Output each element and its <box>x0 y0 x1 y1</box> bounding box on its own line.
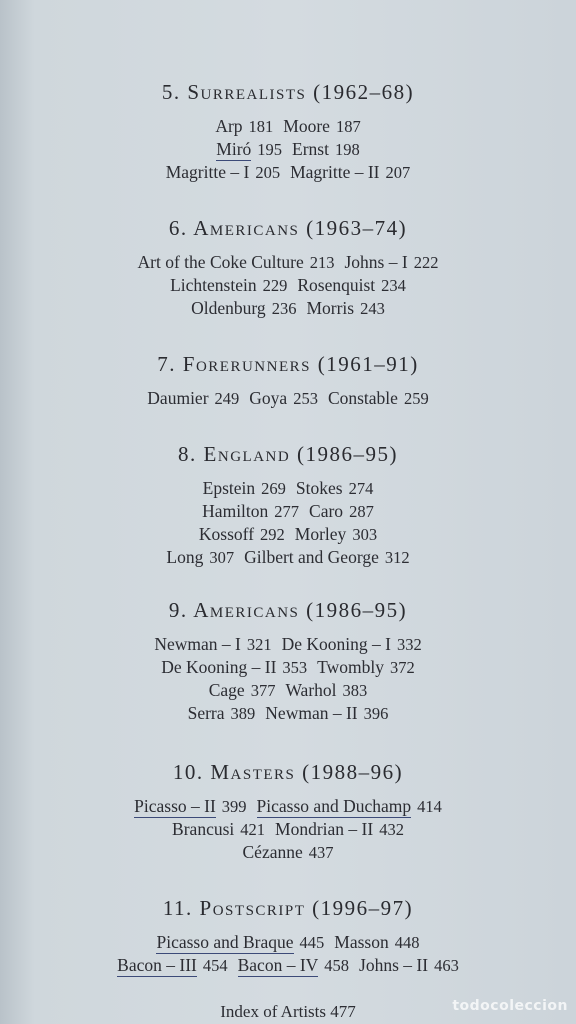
artist-entry <box>290 161 410 184</box>
artist-name: Rosenquist <box>297 275 376 295</box>
artist-name: Stokes <box>295 478 343 498</box>
artist-name: Picasso – II <box>134 796 216 816</box>
contents-line <box>0 274 576 297</box>
contents-line <box>0 297 576 320</box>
artist-entry <box>297 274 406 297</box>
artist-entry <box>147 387 239 410</box>
artist-entry <box>161 656 307 679</box>
artist-entry <box>317 656 415 679</box>
page-number: 249 <box>214 389 240 408</box>
page-number: 181 <box>248 117 274 136</box>
artist-entry <box>249 387 318 410</box>
artist-entry <box>275 818 404 841</box>
artist-entry <box>328 387 429 410</box>
page-number: 321 <box>246 635 272 654</box>
artist-name: Hamilton <box>202 501 269 521</box>
page-number: 236 <box>271 299 297 318</box>
artist-name: Oldenburg <box>191 298 266 318</box>
artist-entry <box>216 138 282 161</box>
artist-entry <box>345 251 439 274</box>
artist-entry <box>238 954 349 977</box>
artist-entry <box>209 679 276 702</box>
contents-line <box>0 656 576 679</box>
page-number: 312 <box>384 548 410 567</box>
artist-name: Long <box>166 547 204 567</box>
contents-line <box>0 818 576 841</box>
page-number: 399 <box>221 797 247 816</box>
watermark: todocoleccion <box>452 998 568 1014</box>
artist-name: Picasso and Braque <box>156 932 294 952</box>
contents-section <box>0 760 576 864</box>
artist-name: Kossoff <box>198 524 255 544</box>
artist-name: Newman – II <box>265 703 358 723</box>
artist-name: Gilbert and George <box>244 547 379 567</box>
contents-section <box>0 896 576 977</box>
contents-line <box>0 954 576 977</box>
artist-name: Mondrian – II <box>275 819 374 839</box>
contents-line <box>0 841 576 864</box>
page-number: 287 <box>349 502 374 521</box>
artist-entry <box>283 115 360 138</box>
artist-name: De Kooning – II <box>161 657 277 677</box>
page-number: 277 <box>274 502 300 521</box>
page-number: 259 <box>403 389 429 408</box>
index-of-artists-entry: Index of Artists 477 <box>220 1002 356 1021</box>
artist-entry <box>306 297 384 320</box>
section-heading: 7. Forerunners (1961–91) <box>157 352 419 376</box>
contents-line <box>0 795 576 818</box>
page-number: 187 <box>335 117 361 136</box>
page-number: 448 <box>394 933 420 952</box>
page-number: 445 <box>299 933 325 952</box>
page-number: 458 <box>324 956 350 975</box>
artist-entry <box>188 702 256 725</box>
artist-entry <box>172 818 265 841</box>
page-number: 353 <box>282 658 308 677</box>
artist-name: Cage <box>208 680 245 700</box>
page-number: 213 <box>309 253 335 272</box>
artist-entry <box>191 297 296 320</box>
artist-name: Caro <box>309 501 344 521</box>
artist-entry <box>154 633 271 656</box>
contents-section <box>0 216 576 320</box>
artist-entry <box>117 954 227 977</box>
artist-entry <box>296 477 373 500</box>
artist-entry <box>215 115 273 138</box>
artist-name: Picasso and Duchamp <box>256 796 412 816</box>
contents-section <box>0 352 576 410</box>
artist-name: Magritte – I <box>165 162 250 182</box>
artist-entry <box>244 546 410 569</box>
artist-name: Cézanne <box>242 842 303 862</box>
page-number: 303 <box>352 525 378 544</box>
artist-entry <box>166 161 280 184</box>
page-number: 253 <box>293 389 318 408</box>
page-number: 243 <box>360 299 385 318</box>
page-number: 437 <box>308 843 334 862</box>
artist-name: Johns – I <box>344 252 408 272</box>
artist-entry <box>334 931 419 954</box>
artist-name: Magritte – II <box>290 162 380 182</box>
artist-name: Moore <box>283 116 330 136</box>
artist-name: Lichtenstein <box>170 275 257 295</box>
section-heading: 5. Surrealists (1962–68) <box>161 80 415 104</box>
page-number: 421 <box>240 820 266 839</box>
contents-section <box>0 80 576 184</box>
contents-section <box>0 598 576 725</box>
page-number: 207 <box>385 163 411 182</box>
artist-name: Bacon – III <box>117 955 197 975</box>
artist-entry <box>202 500 299 523</box>
artist-name: Constable <box>327 388 398 408</box>
artist-entry <box>138 251 335 274</box>
artist-entry <box>203 477 286 500</box>
section-heading: 10. Masters (1988–96) <box>172 760 404 784</box>
artist-entry <box>166 546 234 569</box>
page-number: 377 <box>250 681 276 700</box>
artist-entry <box>285 679 367 702</box>
artist-name: Serra <box>187 703 225 723</box>
section-heading: 6. Americans (1963–74) <box>168 216 408 240</box>
page-number: 205 <box>255 163 281 182</box>
contents-line <box>0 387 576 410</box>
page-number: 396 <box>363 704 389 723</box>
artist-name: Goya <box>249 388 288 408</box>
artist-entry <box>170 274 287 297</box>
contents-line <box>0 477 576 500</box>
page-number: 383 <box>342 681 368 700</box>
section-heading: 8. England (1986–95) <box>178 442 398 466</box>
page-number: 414 <box>417 797 442 816</box>
page-number: 269 <box>261 479 286 498</box>
contents-line <box>0 251 576 274</box>
artist-entry <box>243 841 334 864</box>
page-number: 274 <box>348 479 374 498</box>
contents-line <box>0 702 576 725</box>
page-number: 198 <box>334 140 360 159</box>
contents-line <box>0 115 576 138</box>
page-number: 195 <box>257 140 283 159</box>
page-number: 389 <box>230 704 256 723</box>
page-number: 307 <box>209 548 235 567</box>
artist-name: Brancusi <box>172 819 235 839</box>
artist-name: Art of the Coke Culture <box>137 252 304 272</box>
page-number: 372 <box>390 658 415 677</box>
artist-name: Daumier <box>147 388 209 408</box>
artist-name: Masson <box>334 932 389 952</box>
contents-line <box>0 679 576 702</box>
contents-line <box>0 633 576 656</box>
section-heading: 11. Postscript (1996–97) <box>162 896 414 920</box>
contents-line <box>0 161 576 184</box>
section-heading: 9. Americans (1986–95) <box>168 598 408 622</box>
artist-entry <box>257 795 442 818</box>
artist-name: Johns – II <box>359 955 429 975</box>
contents-line <box>0 138 576 161</box>
page-number: 454 <box>202 956 228 975</box>
artist-name: Ernst <box>292 139 329 159</box>
artist-name: Miró <box>216 139 252 159</box>
artist-name: Epstein <box>202 478 256 498</box>
artist-entry <box>309 500 374 523</box>
artist-entry <box>292 138 360 161</box>
artist-name: Morris <box>306 298 355 318</box>
artist-entry <box>156 931 324 954</box>
contents-line <box>0 546 576 569</box>
artist-name: Arp <box>215 116 243 136</box>
artist-entry <box>134 795 246 818</box>
contents-line <box>0 500 576 523</box>
contents-line <box>0 523 576 546</box>
artist-name: Bacon – IV <box>237 955 319 975</box>
contents-line <box>0 931 576 954</box>
artist-entry <box>265 702 388 725</box>
artist-name: Twombly <box>317 657 385 677</box>
artist-entry <box>359 954 459 977</box>
page-number: 222 <box>413 253 439 272</box>
page-number: 432 <box>379 820 404 839</box>
page-number: 332 <box>396 635 422 654</box>
artist-name: Newman – I <box>154 634 241 654</box>
page-number: 234 <box>381 276 406 295</box>
artist-entry <box>282 633 422 656</box>
artist-name: Warhol <box>285 680 337 700</box>
contents-section <box>0 442 576 569</box>
artist-name: De Kooning – I <box>281 634 391 654</box>
page-number: 463 <box>434 956 459 975</box>
page-number: 229 <box>262 276 288 295</box>
artist-name: Morley <box>294 524 347 544</box>
artist-entry <box>199 523 285 546</box>
page-number: 292 <box>260 525 285 544</box>
artist-entry <box>295 523 377 546</box>
